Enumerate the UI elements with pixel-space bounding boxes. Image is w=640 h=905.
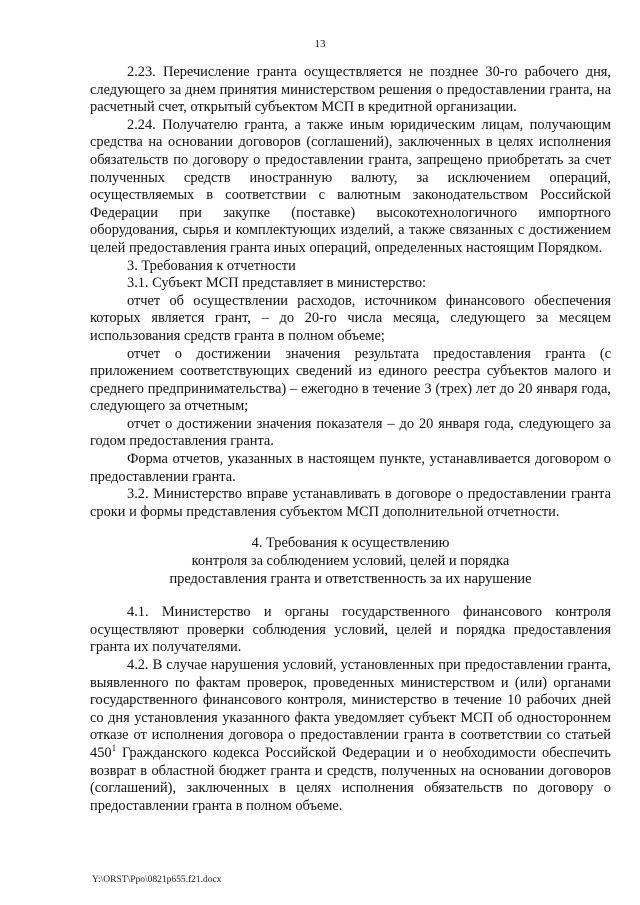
paragraph-2-23: 2.23. Перечисление гранта осуществляется не позднее 30-го рабочего дня, следующего за днем принятия министерством решения о предоставлении гранта, на расчетный счет, открытый субъектом МСП в кредитной организации. [90, 64, 611, 116]
paragraph-3-2: 3.2. Министерство вправе устанавливать в договоре о предоставлении гранта сроки и формы представления субъектом МСП дополнительной отчетности. [90, 486, 611, 520]
paragraph-3-1-report-form: Форма отчетов, указанных в настоящем пункте, устанавливается договором о предоставлении гранта. [90, 451, 611, 485]
paragraph-3-1-result-report: отчет о достижении значения результата предоставления гранта (с приложением соответствующих сведений из единого реестра субъектов малого и среднего предпринимательства) – ежегодно в течение 3 (трех) лет до 20 января года, следующего за отчетным; [90, 345, 611, 415]
section-4-heading-line-2: контроля за соблюдением условий, целей и порядка [191, 553, 510, 570]
document-body [90, 64, 611, 815]
paragraph-4-2 [90, 657, 611, 815]
paragraph-3-1-indicator-report: отчет о достижении значения показателя – до 20 января года, следующего за годом предоставления гранта. [90, 415, 611, 450]
section-3-heading: 3. Требования к отчетности [127, 257, 296, 274]
section-4-heading-line-3: предоставления гранта и ответственность за их нарушение [169, 570, 532, 587]
section-4-heading-line-1: 4. Требования к осуществлению [251, 535, 450, 552]
paragraph-4-2-text-end: Гражданского кодекса Российской Федерации и о необходимости обеспечить возврат в областной бюджет гранта и средств, полученных на основании договоров (соглашений), заключенных в целях исполнения обязательств по договору о предоставлении гранта в полном объеме. [90, 744, 611, 814]
paragraph-4-1: 4.1. Министерство и органы государственного финансового контроля осуществляют проверки соблюдения условий, целей и порядка предоставления гранта их получателями. [90, 604, 611, 656]
file-path-footer: Y:\ORST\Ppo\0821p655.f21.docx [92, 875, 222, 885]
paragraph-3-1-expenses-report: отчет об осуществлении расходов, источником финансового обеспечения которых является грант, – до 20-го числа месяца, следующего за месяцем использования средств гранта в полном объеме; [90, 292, 611, 344]
article-superscript: 1 [111, 743, 117, 754]
section-4-heading [90, 535, 611, 588]
page-number: 13 [314, 38, 326, 50]
paragraph-3-1: 3.1. Субъект МСП представляет в министерство: [127, 275, 427, 292]
paragraph-4-2-text-start: 4.2. В случае нарушения условий, установленных при предоставлении гранта, выявленного по фактам проверок, проведенных министерством и (или) органами государственного финансового контроля, министерство в течение 10 рабочих дней со дня установления указанного факта уведомляет субъект МСП об одностороннем отказе от исполнения договора о предоставлении гранта в соответствии со статьей 450 [90, 657, 611, 761]
paragraph-2-24: 2.24. Получателю гранта, а также иным юридическим лицам, получающим средства на основании договоров (соглашений), заключенных в целях исполнения обязательств по договору о предоставлении гранта, запрещено приобретать за счет полученных средств иностранную валюту, за исключением операций, осуществляемых в соответствии с валютным законодательством Российской Федерации при закупке (поставке) высокотехнологичного импортного оборудования, сырья и комплектующих изделий, а также связанных с достижением целей предоставления гранта иных операций, определенных настоящим Порядком. [90, 116, 611, 256]
